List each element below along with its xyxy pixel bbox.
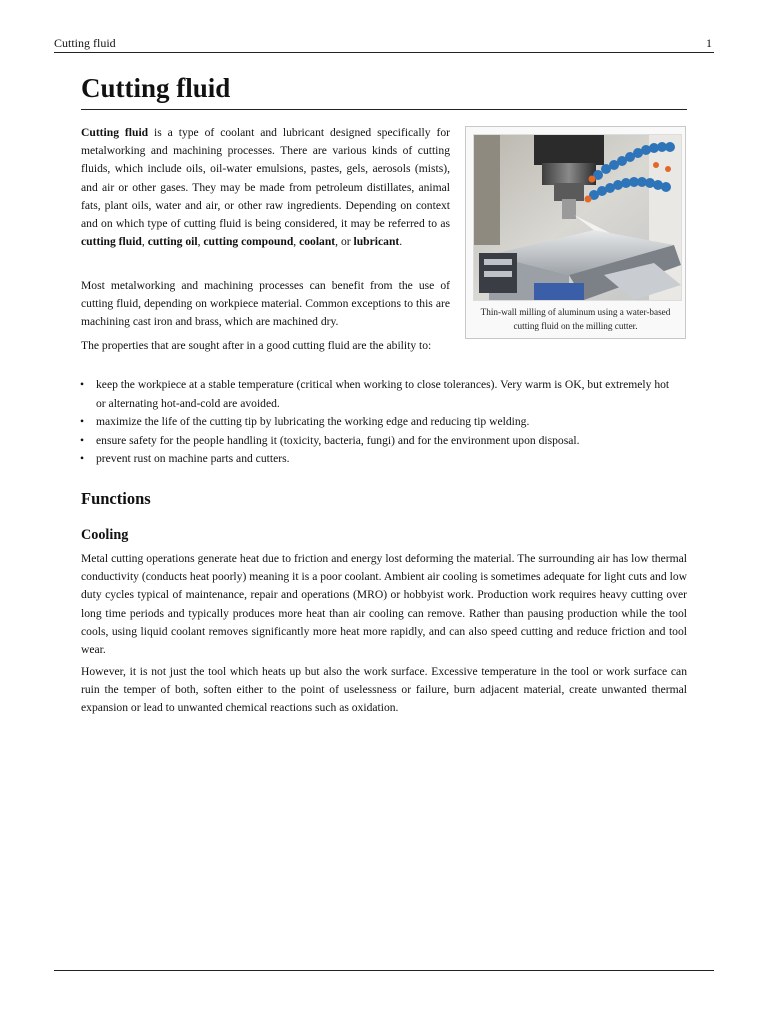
text-run: , xyxy=(197,235,204,249)
section-heading-functions: Functions xyxy=(81,489,151,508)
bold-term: cutting oil xyxy=(147,235,198,249)
text-run: , xyxy=(141,235,148,249)
bold-term: cutting fluid xyxy=(81,235,142,249)
figure-thumbnail xyxy=(465,126,686,339)
figure-caption: Thin-wall milling of aluminum using a water-based cutting fluid on the milling cutter. xyxy=(480,307,671,331)
cooling-paragraph-1: Metal cutting operations generate heat due to friction and energy lost deforming the material. The surrounding air has low thermal conductivity (conducts heat poorly) meaning it is a poor coolant. Ambient air cooling is sometimes adequate for light cuts and low duty cycles typical of maintenance, repair and operations (MRO) or hobbyist work. Production work requires heavy cutting over long time periods and typically produces more heat than air cooling can remove. Rather than pausing production while the tool cools, using liquid coolant removes significantly more heat more rapidly, and can also speed cutting and reduce friction and tool wear. xyxy=(81,552,687,657)
cooling-paragraph-2: However, it is not just the tool which heats up but also the work surface. Excessive temperature in the tool or work surface can ruin the temper of both, soften either to the point of uselessness or failure, burn adjacent material, create unwanted thermal expansion or lead to unwanted chemical reactions such as oxidation. xyxy=(81,665,687,715)
list-item xyxy=(80,432,680,451)
list-item xyxy=(80,413,680,432)
text-run: , xyxy=(293,235,300,249)
running-header-title: Cutting fluid xyxy=(54,36,116,50)
running-header xyxy=(54,36,714,53)
intro-paragraph xyxy=(81,124,450,251)
paragraph-properties: The properties that are sought after in a good cutting fluid are the ability to: xyxy=(81,339,432,352)
list-item xyxy=(80,450,680,469)
list-item xyxy=(80,376,680,413)
text-run: , or xyxy=(335,235,354,249)
paragraph-exceptions: Most metalworking and machining processes can benefit from the use of cutting fluid, depending on workpiece material. Common exceptions to this are machining cast iron and brass, which are machined dry. xyxy=(81,279,450,329)
bullet-icon: • xyxy=(80,415,85,429)
properties-list xyxy=(80,376,680,469)
bullet-icon: • xyxy=(80,433,85,447)
text-run: . xyxy=(399,235,403,249)
bullet-icon: • xyxy=(80,452,85,466)
bold-term: coolant xyxy=(299,235,336,249)
bold-term: Cutting fluid xyxy=(81,126,149,139)
list-item-text: ensure safety for the people handling it (toxicity, bacteria, fungi) and for the environment upon disposal. xyxy=(96,433,580,447)
subsection-heading-cooling: Cooling xyxy=(81,527,129,543)
page-number: 1 xyxy=(706,36,712,50)
milling-photo xyxy=(473,134,682,301)
bold-term: cutting compound xyxy=(203,235,294,249)
bold-term: lubricant xyxy=(353,235,400,249)
text-run: is a type of coolant and lubricant designed specifically for metalworking and machining processes. There are various kinds of cutting fluids, which include oils, oil-water emulsions, pastes, gels, aerosols (mists), and air or other gases. They may be made from petroleum distillates, animal fats, plant oils, water and air, or other raw ingredients. Depending on context and on which type of cutting fluid is being considered, it may be referred to as xyxy=(81,126,450,231)
list-item-text: keep the workpiece at a stable temperature (critical when working to close tolerances). Very warm is OK, but extremely hot or alternating hot-and-cold are avoided. xyxy=(96,378,670,410)
list-item-text: prevent rust on machine parts and cutters. xyxy=(96,452,290,466)
bullet-icon: • xyxy=(80,378,85,391)
article-title: Cutting fluid xyxy=(81,70,687,110)
list-item-text: maximize the life of the cutting tip by lubricating the working edge and reducing tip welding. xyxy=(96,415,530,429)
footer-rule xyxy=(54,970,714,971)
